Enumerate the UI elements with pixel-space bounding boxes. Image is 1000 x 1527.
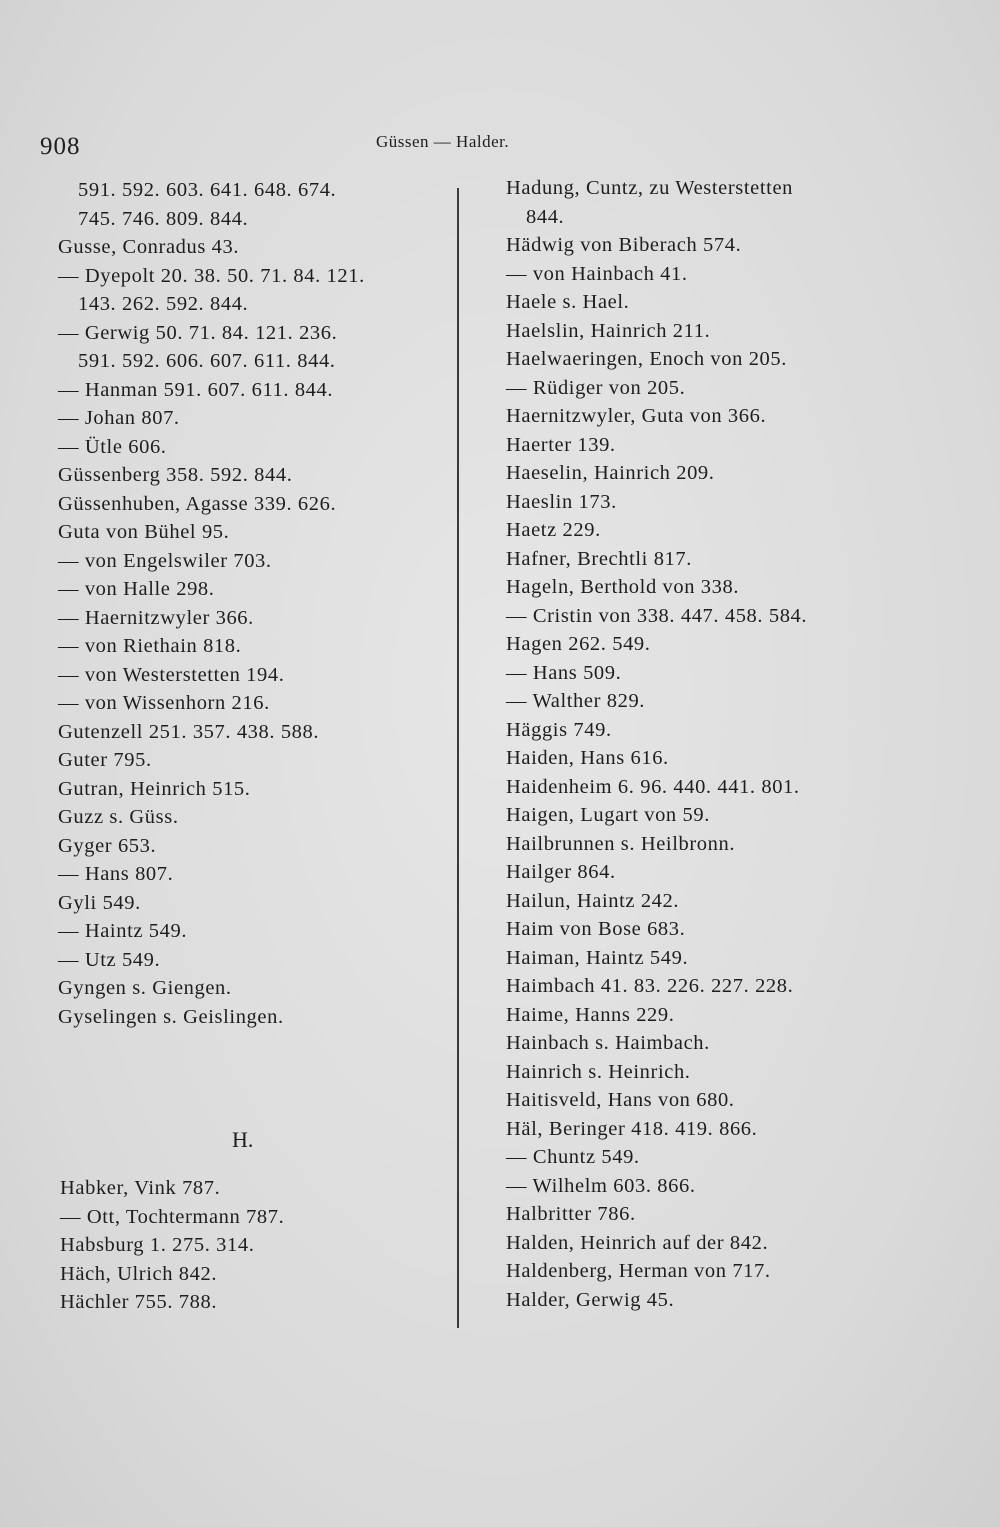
index-entry: — Utz 549. bbox=[58, 948, 161, 971]
index-entry: Häch, Ulrich 842. bbox=[60, 1262, 218, 1285]
index-entry: Haigen, Lugart von 59. bbox=[506, 804, 710, 826]
page-number: 908 bbox=[40, 133, 81, 160]
index-entry: Hainbach s. Haimbach. bbox=[506, 1032, 710, 1054]
index-entry: Häl, Beringer 418. 419. 866. bbox=[506, 1117, 758, 1140]
index-entry: Haimbach 41. 83. 226. 227. 228. bbox=[506, 975, 794, 997]
index-entry: Güssenhuben, Agasse 339. 626. bbox=[58, 492, 337, 515]
index-entry: 591. 592. 603. 641. 648. 674. bbox=[78, 179, 337, 201]
index-entry: — Hanman 591. 607. 611. 844. bbox=[58, 378, 334, 401]
index-entry: — Ott, Tochtermann 787. bbox=[60, 1205, 285, 1228]
index-entry: Gutenzell 251. 357. 438. 588. bbox=[58, 720, 320, 743]
index-entry: 143. 262. 592. 844. bbox=[78, 293, 249, 315]
index-entry: — Hans 807. bbox=[58, 863, 174, 885]
index-entry: Haim von Bose 683. bbox=[506, 918, 686, 940]
index-entry: Halbritter 786. bbox=[506, 1203, 636, 1225]
index-entry: — von Hainbach 41. bbox=[506, 262, 688, 285]
index-entry: — von Engelswiler 703. bbox=[58, 549, 272, 572]
index-entry: Gyger 653. bbox=[58, 834, 157, 857]
index-entry: Hadung, Cuntz, zu Westerstetten bbox=[506, 177, 793, 199]
index-entry: — Walther 829. bbox=[506, 690, 646, 712]
index-column-left-h bbox=[60, 1174, 450, 1317]
index-entry: Gusse, Conradus 43. bbox=[58, 236, 240, 258]
index-entry: Hainrich s. Heinrich. bbox=[506, 1060, 691, 1083]
index-entry: Gyselingen s. Geislingen. bbox=[58, 1005, 284, 1028]
index-entry: Güssenberg 358. 592. 844. bbox=[58, 464, 293, 486]
index-entry: — Haernitzwyler 366. bbox=[58, 606, 254, 629]
index-entry: — von Riethain 818. bbox=[58, 635, 242, 657]
section-heading-h: H. bbox=[232, 1127, 254, 1152]
index-entry: — Cristin von 338. 447. 458. 584. bbox=[506, 604, 808, 627]
index-entry: Häggis 749. bbox=[506, 718, 612, 741]
index-entry: Haernitzwyler, Guta von 366. bbox=[506, 405, 767, 427]
index-entry: Halder, Gerwig 45. bbox=[506, 1288, 675, 1311]
index-entry: Gutran, Heinrich 515. bbox=[58, 777, 251, 800]
index-entry: Hagen 262. 549. bbox=[506, 633, 651, 655]
index-entry: — von Halle 298. bbox=[58, 578, 215, 600]
index-entry: Hafner, Brechtli 817. bbox=[506, 547, 692, 570]
index-entry: 591. 592. 606. 607. 611. 844. bbox=[78, 350, 336, 372]
index-entry: Haerter 139. bbox=[506, 433, 616, 456]
index-entry: Guter 795. bbox=[58, 749, 152, 771]
index-entry: Habker, Vink 787. bbox=[60, 1177, 221, 1199]
running-head: Güssen — Halder. bbox=[376, 132, 510, 151]
index-entry: Haitisveld, Hans von 680. bbox=[506, 1089, 735, 1111]
index-entry: Guta von Bühel 95. bbox=[58, 521, 230, 543]
index-entry: — von Wissenhorn 216. bbox=[58, 692, 270, 714]
index-entry: 745. 746. 809. 844. bbox=[78, 207, 249, 230]
index-entry: Haelwaeringen, Enoch von 205. bbox=[506, 348, 787, 370]
index-entry: — Ütle 606. bbox=[58, 435, 167, 458]
index-entry: Haeselin, Hainrich 209. bbox=[506, 462, 715, 484]
index-entry: Habsburg 1. 275. 314. bbox=[60, 1234, 255, 1256]
index-entry: Guzz s. Güss. bbox=[58, 806, 179, 828]
index-entry: Hächler 755. 788. bbox=[60, 1291, 218, 1313]
index-entry: — Hans 509. bbox=[506, 661, 622, 684]
index-entry: Gyngen s. Giengen. bbox=[58, 977, 232, 999]
index-entry: 844. bbox=[526, 205, 565, 228]
index-entry: Hageln, Berthold von 338. bbox=[506, 576, 740, 598]
index-column-right bbox=[506, 174, 976, 1314]
index-entry: Haime, Hanns 229. bbox=[506, 1003, 675, 1026]
index-entry: — Johan 807. bbox=[58, 407, 180, 429]
index-entry: — Rüdiger von 205. bbox=[506, 376, 686, 399]
index-entry: Hailger 864. bbox=[506, 861, 616, 883]
index-entry: Hailun, Haintz 242. bbox=[506, 889, 680, 912]
index-entry: — Haintz 549. bbox=[58, 920, 188, 942]
index-entry: — von Westerstetten 194. bbox=[58, 663, 285, 686]
index-entry: Gyli 549. bbox=[58, 891, 141, 914]
index-column-left bbox=[58, 176, 448, 1031]
index-entry: Haelslin, Hainrich 211. bbox=[506, 319, 711, 342]
index-entry: — Gerwig 50. 71. 84. 121. 236. bbox=[58, 321, 338, 344]
index-entry: Haeslin 173. bbox=[506, 490, 617, 513]
index-entry: Haiman, Haintz 549. bbox=[506, 946, 689, 969]
index-entry: Haele s. Hael. bbox=[506, 291, 630, 313]
index-entry: Haetz 229. bbox=[506, 519, 601, 541]
index-entry: Haiden, Hans 616. bbox=[506, 747, 669, 769]
index-entry: Halden, Heinrich auf der 842. bbox=[506, 1231, 769, 1254]
index-entry: Haidenheim 6. 96. 440. 441. 801. bbox=[506, 775, 800, 798]
index-entry: — Dyepolt 20. 38. 50. 71. 84. 121. bbox=[58, 264, 365, 287]
index-entry: Hailbrunnen s. Heilbronn. bbox=[506, 832, 736, 855]
index-entry: Haldenberg, Herman von 717. bbox=[506, 1260, 771, 1282]
index-entry: — Wilhelm 603. 866. bbox=[506, 1174, 696, 1197]
index-entry: Hädwig von Biberach 574. bbox=[506, 234, 742, 256]
column-divider bbox=[457, 188, 459, 1328]
index-entry: — Chuntz 549. bbox=[506, 1146, 640, 1168]
